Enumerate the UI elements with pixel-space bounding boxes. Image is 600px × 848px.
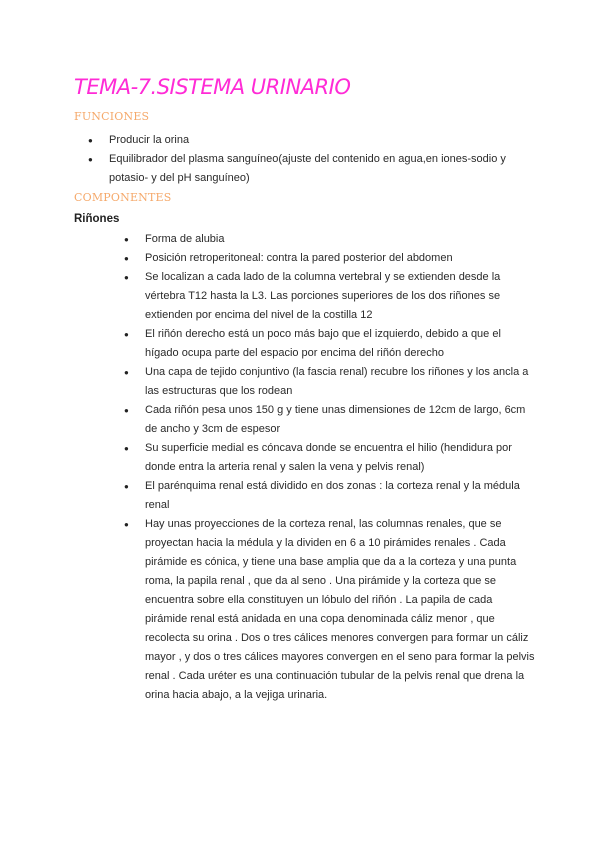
list-item <box>124 325 535 363</box>
list-item <box>124 268 535 325</box>
list-item <box>124 363 535 401</box>
list-item-text: Cada riñón pesa unos 150 g y tiene unas dimensiones de 12cm de largo, 6cm de ancho y 3cm de espesor <box>145 404 526 435</box>
list-item-text: Forma de alubia <box>145 233 225 245</box>
funciones-list <box>88 131 529 188</box>
bullet-icon: ● <box>88 155 93 164</box>
list-item-text: El riñón derecho está un poco más bajo que el izquierdo, debido a que el hígado ocupa parte del espacio por encima del riñón derecho <box>145 328 501 359</box>
list-item-text: Posición retroperitoneal: contra la pared posterior del abdomen <box>145 252 453 264</box>
list-item-text: Su superficie medial es cóncava donde se encuentra el hilio (hendidura por donde entra la arteria renal y salen la vena y pelvis renal) <box>145 442 512 473</box>
bullet-icon: ● <box>124 330 129 339</box>
list-item <box>124 477 535 515</box>
rinones-list <box>124 230 535 705</box>
list-item <box>88 131 529 150</box>
list-item <box>124 230 535 249</box>
list-item-text: El parénquima renal está dividido en dos zonas : la corteza renal y la médula renal <box>145 480 520 511</box>
bullet-icon: ● <box>124 482 129 491</box>
bullet-icon: ● <box>124 273 129 282</box>
bullet-icon: ● <box>88 136 93 145</box>
list-item-text: Hay unas proyecciones de la corteza renal, las columnas renales, que se proyectan hacia la médula y la dividen en 6 a 10 pirámides renales . Cada pirámide es cónica, y tiene una base amplia que da a la corteza y una punta roma, la papila renal , que da al seno . Una pirámide y la corteza que se encuentra sobre ella constituyen un lóbulo del riñón . La papila de cada pirámide renal está anidada en una copa denominada cáliz menor , que recolecta su orina . Dos o tres cálices menores convergen para formar un cáliz mayor , y dos o tres cálices mayores convergen en el seno para formar la pelvis renal . Cada uréter es una continuación tubular de la pelvis renal que drena la orina hacia abajo, a la vejiga urinaria. <box>145 518 535 701</box>
bullet-icon: ● <box>124 235 129 244</box>
bullet-icon: ● <box>124 254 129 263</box>
bullet-icon: ● <box>124 444 129 453</box>
list-item-text: Se localizan a cada lado de la columna vertebral y se extienden desde la vértebra T12 hasta la L3. Las porciones superiores de los dos riñones se extienden por encima del nivel de la costilla 12 <box>145 271 501 321</box>
bullet-icon: ● <box>124 520 129 529</box>
subheading-rinones: Riñones <box>74 213 120 225</box>
list-item <box>124 401 535 439</box>
document-title: TEMA-7.SISTEMA URINARIO <box>74 75 351 99</box>
section-heading-funciones: FUNCIONES <box>74 110 150 123</box>
section-heading-componentes: COMPONENTES <box>74 191 172 204</box>
list-item <box>124 439 535 477</box>
bullet-icon: ● <box>124 368 129 377</box>
bullet-icon: ● <box>124 406 129 415</box>
list-item <box>88 150 529 188</box>
list-item <box>124 249 535 268</box>
list-item <box>124 515 535 705</box>
list-item-text: Una capa de tejido conjuntivo (la fascia renal) recubre los riñones y los ancla a las estructuras que los rodean <box>145 366 529 397</box>
list-item-text: Producir la orina <box>109 134 190 146</box>
list-item-text: Equilibrador del plasma sanguíneo(ajuste del contenido en agua,en iones-sodio y potasio- y del pH sanguíneo) <box>109 153 506 184</box>
